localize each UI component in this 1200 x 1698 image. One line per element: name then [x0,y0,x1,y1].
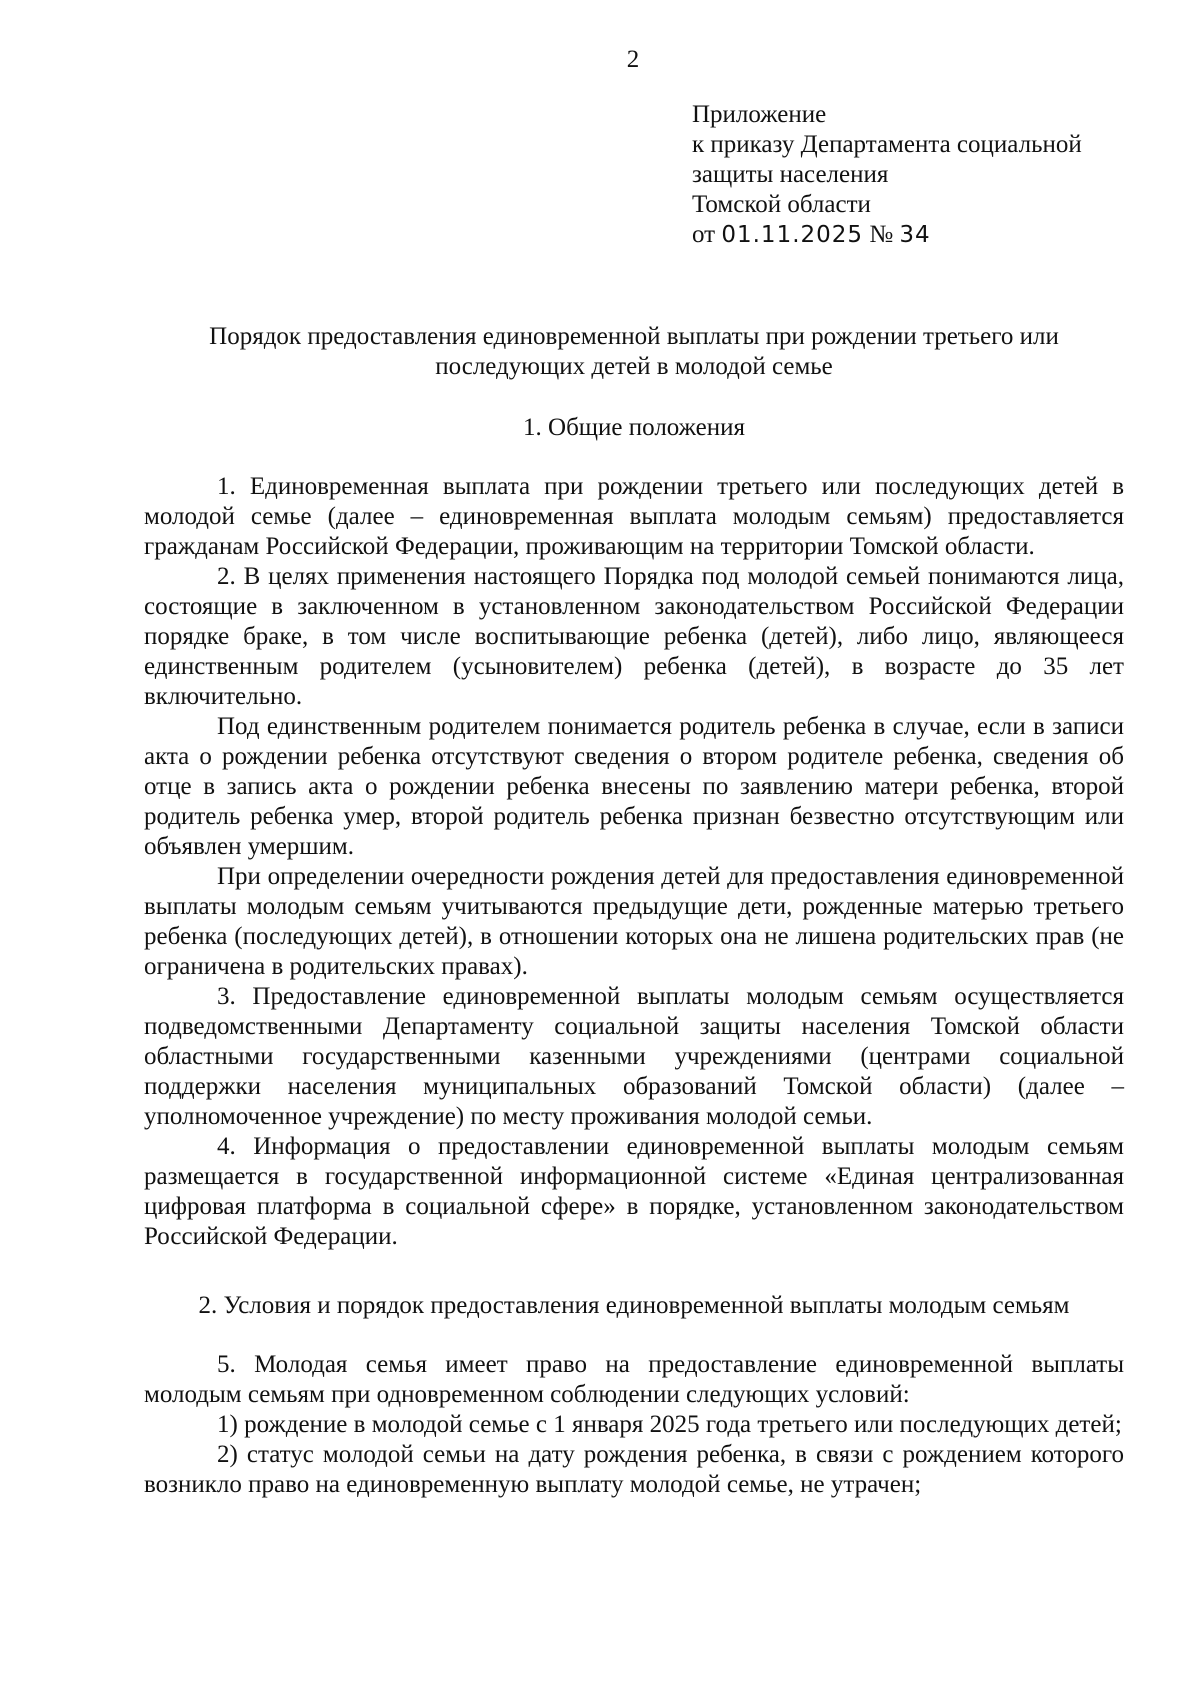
section-heading: 1. Общие положения [523,414,745,441]
appendix-line: защиты населения [692,161,889,188]
paragraph: 1. Единовременная выплата при рождении третьего или последующих детей в молодой семье (далее – единовременная выплата молодым семьям) предоставляется гражданам Российской Федерации, проживающим на территории Томской области. [144,473,1124,560]
paragraph: 2. В целях применения настоящего Порядка под молодой семьей понимаются лица, состоящие в заключенном в установленном законодательством Российской Федерации порядке браке, в том числе воспитывающие ребенка (детей), либо лицо, являющееся единственным родителем (усыновителем) ребенка (детей), в возрасте до 35 лет включительно. [144,563,1124,710]
page-number: 2 [626,46,640,73]
paragraph: При определении очередности рождения детей для предоставления единовременной выплаты молодым семьям учитываются предыдущие дети, рожденные матерью третьего ребенка (последующих детей), в отношении которых она не лишена родительских прав (не ограничена в родительских правах). [144,863,1124,980]
appendix-block [692,100,1082,250]
appendix-line: к приказу Департамента социальной [692,131,1082,158]
paragraph: 1) рождение в молодой семье с 1 января 2025 года третьего или последующих детей; [217,1411,1122,1438]
order-date: 01.11.2025 [721,222,864,248]
section-heading: 2. Условия и порядок предоставления единовременной выплаты молодым семьям [198,1292,1070,1319]
paragraph: 5. Молодая семья имеет право на предоставление единовременной выплаты молодым семьям при одновременном соблюдении следующих условий: [144,1351,1124,1408]
paragraph: 4. Информация о предоставлении единовременной выплаты молодым семьям размещается в государственной информационной системе «Единая централизованная цифровая платформа в социальной сфере» в порядке, установленном законодательством Российской Федерации. [144,1133,1124,1250]
section-body [144,1350,1124,1500]
order-number: 34 [899,222,931,248]
order-number-sign: № [869,221,894,248]
document-title: Порядок предоставления единовременной выплаты при рождении третьего или последующих детей в молодой семье [209,323,1059,380]
order-prefix: от [692,221,716,248]
paragraph: Под единственным родителем понимается родитель ребенка в случае, если в записи акта о рождении ребенка отсутствуют сведения о втором родителе ребенка, сведения об отце в запись акта о рождении ребенка внесены по заявлению матери ребенка, второй родитель ребенка умер, второй родитель ребенка признан безвестно отсутствующим или объявлен умершим. [144,713,1124,860]
section-body [144,472,1124,1252]
appendix-line: Приложение [692,101,827,128]
paragraph: 3. Предоставление единовременной выплаты молодым семьям осуществляется подведомственными Департаменту социальной защиты населения Томской области областными государственными казенными учреждениями (центрами социальной поддержки населения муниципальных образований Томской области) (далее – уполномоченное учреждение) по месту проживания молодой семьи. [144,983,1124,1130]
order-reference [692,220,1082,250]
paragraph: 2) статус молодой семьи на дату рождения ребенка, в связи с рождением которого возникло право на единовременную выплату молодой семье, не утрачен; [144,1441,1124,1498]
appendix-line: Томской области [692,191,871,218]
